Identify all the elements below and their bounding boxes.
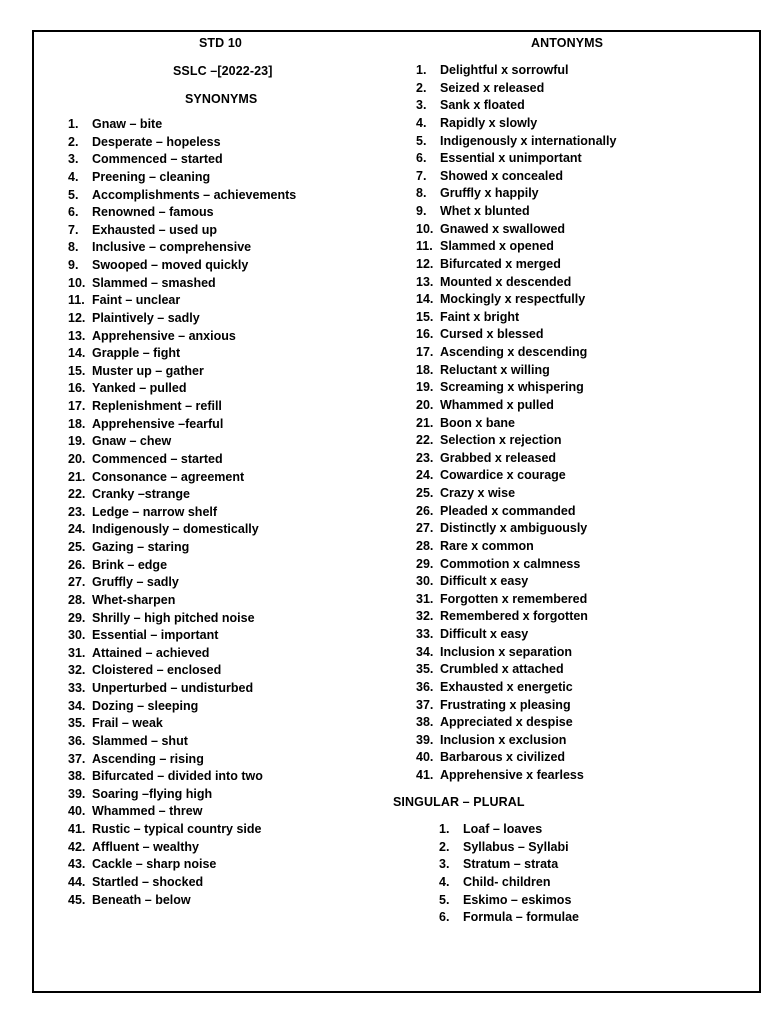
list-item [439,856,579,874]
item-text: Sank x floated [440,98,525,113]
item-number: 23. [68,504,86,519]
list-item [439,821,579,839]
item-text: Grabbed x released [440,450,557,465]
list-item [68,521,296,539]
item-number: 21. [68,469,86,484]
item-text: Rustic – typical country side [92,822,262,836]
item-text: Cursed x blessed [440,327,544,342]
item-number: 24. [416,468,434,483]
item-text: Muster up – gather [92,363,204,378]
list-item [68,504,296,522]
list-item [439,892,579,910]
list-item [68,768,296,786]
list-item [68,433,296,451]
list-item [68,398,296,416]
item-text: Commenced – started [92,451,223,466]
item-text: Gnaw – chew [92,434,172,449]
item-text: Whammed x pulled [440,397,554,412]
item-number: 17. [68,399,86,413]
list-item [68,839,296,857]
item-text: Yanked – pulled [92,381,187,396]
list-item [68,416,296,434]
item-text: Frail – weak [92,716,163,731]
item-text: Syllabus – Syllabi [463,839,569,854]
item-number: 6. [416,151,427,166]
item-text: Slammed x opened [440,239,554,254]
list-item [68,610,296,628]
item-text: Brink – edge [92,557,168,572]
list-item [416,450,616,468]
item-number: 1. [68,117,79,131]
list-item [416,415,616,433]
item-number: 7. [68,222,79,237]
list-item [416,467,616,485]
item-number: 13. [68,328,86,343]
item-number: 21. [416,415,434,430]
item-number: 31. [68,645,86,660]
item-text: Cackle – sharp noise [92,857,217,872]
list-item [68,680,296,698]
list-item [416,274,616,292]
list-item [68,116,296,134]
item-text: Whet x blunted [440,204,530,218]
item-text: Crazy x wise [440,486,516,500]
item-number: 20. [416,397,434,412]
item-text: Bifurcated x merged [440,256,561,271]
item-text: Bifurcated – divided into two [92,769,263,784]
list-item [68,662,296,680]
list-item [68,627,296,645]
item-text: Difficult x easy [440,574,529,589]
item-text: Inclusion x exclusion [440,732,567,747]
item-text: Soaring –flying high [92,786,213,801]
item-text: Loaf – loaves [463,822,543,836]
item-number: 38. [68,769,86,784]
item-number: 4. [68,169,79,184]
document-frame [32,30,761,993]
item-text: Attained – achieved [92,645,210,660]
item-text: Seized x released [440,80,545,95]
item-text: Exhausted – used up [92,222,218,237]
list-item [416,749,616,767]
list-item [416,397,616,415]
list-item [416,150,616,168]
list-item [68,169,296,187]
item-text: Rapidly x slowly [440,115,538,130]
list-item [68,451,296,469]
item-number: 1. [439,822,450,836]
item-text: Gruffly x happily [440,186,539,201]
item-number: 26. [416,503,434,518]
item-text: Reluctant x willing [440,362,550,377]
item-number: 11. [68,293,85,308]
item-number: 36. [68,733,86,748]
item-number: 25. [416,486,434,500]
item-number: 11. [416,239,433,254]
item-text: Shrilly – high pitched noise [92,610,255,625]
std-heading: STD 10 [199,36,242,50]
item-text: Inclusive – comprehensive [92,240,252,255]
item-text: Gnaw – bite [92,117,163,131]
list-item [416,485,616,503]
list-item [68,134,296,152]
list-item [68,187,296,205]
list-item [68,328,296,346]
list-item [68,257,296,275]
item-number: 28. [68,592,86,607]
item-number: 2. [68,134,79,149]
item-number: 36. [416,679,434,694]
list-item [68,592,296,610]
item-text: Stratum – strata [463,857,559,872]
list-item [439,874,579,892]
item-number: 14. [416,292,434,307]
item-text: Delightful x sorrowful [440,63,569,77]
item-number: 17. [416,345,434,359]
list-item [416,309,616,327]
item-number: 18. [68,416,86,431]
item-number: 15. [416,309,434,324]
item-text: Unperturbed – undisturbed [92,681,254,695]
item-text: Mockingly x respectfully [440,292,586,307]
list-item [416,644,616,662]
item-text: Cowardice x courage [440,468,566,483]
item-number: 10. [416,221,434,236]
singular-plural-list [439,821,579,927]
list-item [416,556,616,574]
list-item [68,715,296,733]
item-number: 41. [68,822,86,836]
item-text: Apprehensive –fearful [92,416,224,431]
item-number: 15. [68,363,86,378]
item-text: Showed x concealed [440,168,563,183]
item-number: 3. [439,857,450,872]
item-number: 34. [416,644,434,659]
item-text: Rare x common [440,538,534,553]
item-number: 10. [68,275,86,290]
item-text: Essential x unimportant [440,151,582,166]
list-item [416,80,616,98]
item-text: Crumbled x attached [440,662,564,677]
synonyms-heading: SYNONYMS [185,92,258,106]
item-number: 33. [416,627,434,641]
item-text: Consonance – agreement [92,469,245,484]
item-text: Ascending – rising [92,751,204,766]
list-item [416,168,616,186]
item-text: Apprehensive x fearless [440,768,584,782]
item-number: 9. [68,258,79,272]
item-text: Accomplishments – achievements [92,187,297,202]
list-item [68,786,296,804]
list-item [68,645,296,663]
list-item [416,520,616,538]
item-text: Slammed – shut [92,733,188,748]
list-item [416,185,616,203]
item-text: Indigenously x internationally [440,133,617,148]
list-item [68,363,296,381]
list-item [416,679,616,697]
item-text: Child- children [463,874,551,889]
item-text: Replenishment – refill [92,399,222,413]
list-item [68,275,296,293]
item-text: Remembered x forgotten [440,609,588,624]
list-item [416,732,616,750]
item-number: 19. [68,434,86,449]
antonyms-heading: ANTONYMS [531,36,604,50]
list-item [416,344,616,362]
item-number: 32. [416,609,434,624]
item-text: Gazing – staring [92,540,190,554]
item-number: 12. [416,256,434,271]
item-text: Preening – cleaning [92,169,211,184]
item-text: Pleaded x commanded [440,503,576,518]
item-number: 8. [68,240,79,255]
item-text: Formula – formulae [463,910,579,925]
item-number: 5. [439,892,450,907]
list-item [68,469,296,487]
list-item [439,909,579,927]
item-number: 25. [68,540,86,554]
item-number: 33. [68,681,86,695]
item-number: 3. [416,98,427,113]
item-number: 30. [68,628,86,643]
item-text: Eskimo – eskimos [463,892,572,907]
item-text: Screaming x whispering [440,380,584,395]
list-item [68,856,296,874]
item-number: 12. [68,310,86,325]
list-item [416,97,616,115]
item-number: 1. [416,63,427,77]
singular-plural-heading: SINGULAR – PLURAL [393,795,525,809]
item-number: 24. [68,522,86,537]
item-number: 18. [416,362,434,377]
item-number: 23. [416,450,434,465]
list-item [416,626,616,644]
list-item [416,503,616,521]
list-item [416,326,616,344]
item-number: 8. [416,186,427,201]
list-item [68,574,296,592]
item-number: 6. [68,205,79,220]
item-number: 40. [68,804,86,819]
list-item [416,362,616,380]
item-number: 4. [439,874,450,889]
item-number: 3. [68,152,79,167]
list-item [68,380,296,398]
item-text: Forgotten x remembered [440,591,588,606]
item-text: Gruffly – sadly [92,575,179,590]
item-text: Ascending x descending [440,345,588,359]
item-number: 42. [68,839,86,854]
list-item [68,310,296,328]
item-text: Cranky –strange [92,487,190,502]
list-item [68,803,296,821]
list-item [416,62,616,80]
item-number: 16. [68,381,86,396]
item-number: 40. [416,750,434,765]
item-text: Grapple – fight [92,346,181,361]
list-item [416,115,616,133]
item-text: Startled – shocked [92,874,204,889]
item-number: 5. [68,187,79,202]
list-item [416,432,616,450]
item-text: Swooped – moved quickly [92,258,249,272]
item-number: 29. [416,556,434,571]
item-text: Slammed – smashed [92,275,216,290]
item-number: 35. [416,662,434,677]
item-text: Inclusion x separation [440,644,572,659]
item-number: 34. [68,698,86,713]
list-item [68,874,296,892]
list-item [68,539,296,557]
item-text: Boon x bane [440,415,516,430]
item-number: 31. [416,591,434,606]
list-item [68,751,296,769]
list-item [416,238,616,256]
list-item [68,151,296,169]
item-number: 5. [416,133,427,148]
item-number: 32. [68,663,86,678]
list-item [416,608,616,626]
list-item [416,573,616,591]
item-number: 9. [416,204,427,218]
list-item [416,767,616,785]
list-item [416,661,616,679]
sslc-heading: SSLC –[2022-23] [173,64,273,78]
item-number: 44. [68,874,86,889]
item-number: 30. [416,574,434,589]
item-text: Beneath – below [92,892,191,907]
list-item [68,204,296,222]
list-item [68,557,296,575]
synonyms-list [68,116,296,909]
item-text: Faint x bright [440,309,520,324]
antonyms-list [416,62,616,785]
item-number: 20. [68,451,86,466]
list-item [439,839,579,857]
list-item [68,733,296,751]
item-number: 27. [68,575,86,590]
item-number: 39. [68,786,86,801]
item-number: 19. [416,380,434,395]
list-item [68,292,296,310]
list-item [416,133,616,151]
item-text: Appreciated x despise [440,715,573,730]
list-item [68,892,296,910]
item-number: 45. [68,892,86,907]
list-item [416,221,616,239]
item-text: Renowned – famous [92,205,214,220]
list-item [416,538,616,556]
item-number: 35. [68,716,86,731]
item-text: Mounted x descended [440,274,572,289]
item-text: Whammed – threw [92,804,203,819]
item-text: Ledge – narrow shelf [92,504,218,519]
item-text: Barbarous x civilized [440,750,566,765]
list-item [68,239,296,257]
list-item [68,698,296,716]
list-item [68,821,296,839]
item-text: Whet-sharpen [92,592,176,607]
list-item [416,291,616,309]
item-number: 7. [416,168,427,183]
item-number: 37. [68,751,86,766]
item-number: 26. [68,557,86,572]
item-text: Cloistered – enclosed [92,663,222,678]
item-text: Commotion x calmness [440,556,581,571]
item-number: 37. [416,697,434,712]
item-number: 2. [416,80,427,95]
item-number: 41. [416,768,434,782]
item-text: Desperate – hopeless [92,134,221,149]
item-number: 2. [439,839,450,854]
item-number: 28. [416,538,434,553]
item-text: Exhausted x energetic [440,679,573,694]
item-number: 29. [68,610,86,625]
list-item [416,697,616,715]
item-number: 27. [416,521,434,536]
item-text: Faint – unclear [92,293,181,308]
list-item [68,222,296,240]
item-text: Selection x rejection [440,433,562,448]
item-number: 6. [439,910,450,925]
item-text: Difficult x easy [440,627,529,641]
item-text: Apprehensive – anxious [92,328,236,343]
item-text: Plaintively – sadly [92,310,200,325]
item-number: 43. [68,857,86,872]
list-item [68,345,296,363]
item-text: Gnawed x swallowed [440,221,566,236]
item-text: Commenced – started [92,152,223,167]
item-number: 4. [416,115,427,130]
list-item [68,486,296,504]
item-number: 22. [68,487,86,502]
item-text: Affluent – wealthy [92,839,199,854]
list-item [416,591,616,609]
item-text: Essential – important [92,628,219,643]
item-number: 39. [416,732,434,747]
item-text: Indigenously – domestically [92,522,259,537]
item-number: 14. [68,346,86,361]
list-item [416,714,616,732]
list-item [416,203,616,221]
item-text: Frustrating x pleasing [440,697,571,712]
list-item [416,256,616,274]
item-text: Distinctly x ambiguously [440,521,588,536]
item-text: Dozing – sleeping [92,698,199,713]
item-number: 13. [416,274,434,289]
item-number: 22. [416,433,434,448]
list-item [416,379,616,397]
item-number: 38. [416,715,434,730]
item-number: 16. [416,327,434,342]
